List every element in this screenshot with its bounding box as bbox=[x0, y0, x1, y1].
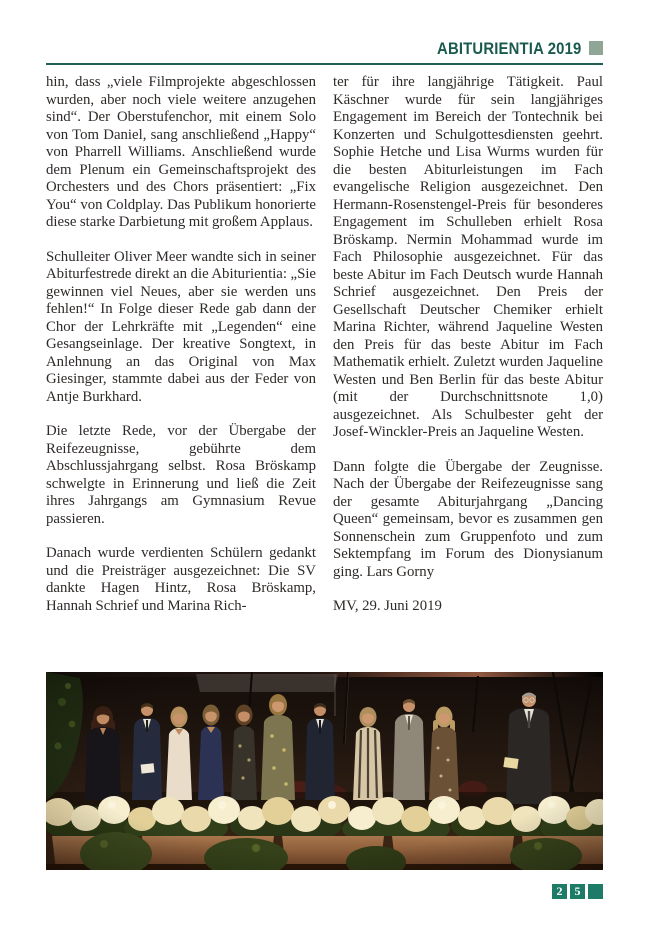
page-header bbox=[46, 38, 603, 66]
group-photo-illustration bbox=[46, 672, 603, 870]
page-number-accent-square bbox=[588, 884, 603, 899]
paragraph: hin, dass „viele Filmprojekte abgeschlossen wurden, aber noch viele weitere anzugehen sind“. Der Oberstufenchor, mit einem Solo von Tom Daniel, sang anschließend „Happy“ von Pharrell Williams. Anschließend wurde dem Plenum ein Gemeinschaftsprojekt des Orchesters und des Chors präsentiert: „Fix You“ von Coldplay. Das Publikum honorierte diese starke Darbietung mit großem Applaus. bbox=[46, 74, 316, 230]
article-column-right bbox=[333, 74, 603, 633]
page-number-digit: 5 bbox=[570, 884, 585, 899]
page-number-digit: 2 bbox=[552, 884, 567, 899]
paragraph: Die letzte Rede, vor der Übergabe der Reifezeugnisse, gebührte dem Abschlussjahrgang selbst. Rosa Bröskamp schwelgte in Erinnerung und ließ die Zeit ihres Jahrgangs am Gymnasium Revue passieren. bbox=[46, 423, 316, 527]
paragraph: Danach wurde verdienten Schülern gedankt und die Preisträger ausgezeichnet: Die SV dankte Hagen Hintz, Rosa Bröskamp, Hannah Schrief und Marina Rich- bbox=[46, 545, 316, 614]
date-line: MV, 29. Juni 2019 bbox=[333, 598, 442, 614]
paragraph: Dann folgte die Übergabe der Zeugnisse. Nach der Übergabe der Reifezeugnisse sang der gesamte Abiturjahrgang „Dancing Queen“ gemeinsam, bevor es zusammen gen Sonnenschein zum Gruppenfoto und zum Sektempfang im Forum des Dionysianum ging. Lars Gorny bbox=[333, 458, 603, 580]
article-column-left bbox=[46, 74, 316, 633]
header-divider bbox=[46, 63, 603, 65]
paragraph: Schulleiter Oliver Meer wandte sich in seiner Abiturfestrede direkt an die Abiturientia: „Sie gewinnen viel Neues, aber sie werden uns fehlen!“ In Folge dieser Rede gab dann der Chor der Lehrkräfte mit „Legenden“ eine Gesangseinlage. Der kreative Songtext, in Anlehnung an das Original von Max Giesinger, stammte dabei aus der Feder von Antje Burkhard. bbox=[46, 248, 316, 405]
group-photo bbox=[46, 672, 603, 870]
article-body bbox=[46, 74, 603, 633]
page-title: ABITURIENTIA 2019 bbox=[436, 40, 581, 58]
paragraph: ter für ihre langjährige Tätigkeit. Paul Käschner wurde für sein langjähriges Engagement im Bereich der Tontechnik bei Konzerten und Schulgottesdiensten geehrt. Sophie Hetche und Lisa Wurms wurden für die besten Abiturleistungen im Fach evangelische Religion ausgezeichnet. Den Hermann-Rosenstengel-Preis für besonderes Engagement im Schulleben erhielt Rosa Bröskamp. Nermin Mohammad wurde im Fach Philosophie ausgezeichnet. Für das beste Abitur im Fach Deutsch wurde Hannah Schrief ausgezeichnet. Den Preis der Gesellschaft Deutscher Chemiker erhielt Marina Richter, während Jaqueline Westen den Preis für das beste Abitur im Fach Mathematik erhielt. Zuletzt wurden Jaqueline Westen und Ben Berlin für das beste Abitur (mit der Durchschnittsnote 1,0) ausgezeichnet. Als Schulbester geht der Josef-Winckler-Preis an Jaqueline Westen. bbox=[333, 74, 603, 440]
header-accent-square bbox=[589, 41, 603, 55]
page-number bbox=[552, 884, 603, 899]
